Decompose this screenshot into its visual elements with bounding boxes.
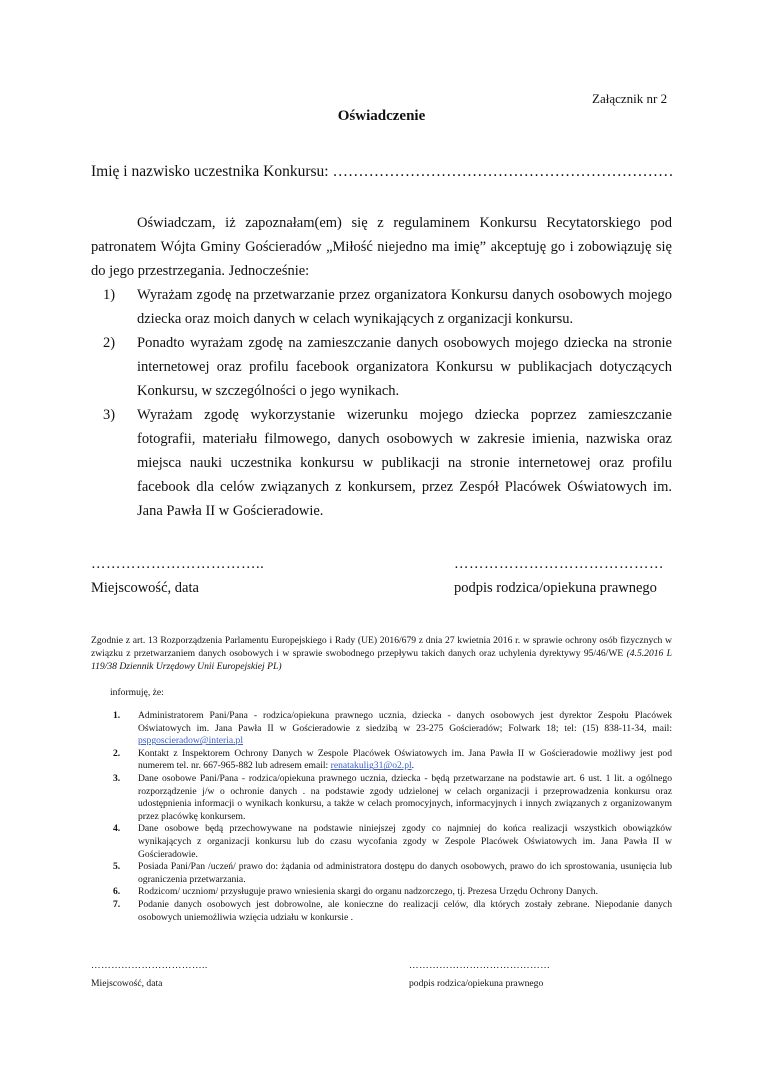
parent-signature-label: podpis rodzica/opiekuna prawnego	[454, 580, 657, 596]
info-text: Dane osobowe będą przechowywane na podstawie niniejszej zgody co najmniej do końca realizacji wszystkich obowiązków wynikających z organizacji konkursu lub do czasu wycofania zgody w Zespole Placówek Oświatowych im. Jana Pawła II w Gościeradowie.	[138, 823, 672, 860]
legal-basis-text: Zgodnie z art. 13 Rozporządzenia Parlamentu Europejskiego i Rady (UE) 2016/679 z dnia 27 kwietnia 2016 r. w sprawie ochrony osób fizycznych w związku z przetwarzaniem danych osobowych i w sprawie swobodnego przepływu takich danych oraz uchylenia dyrektywy 95/46/WE	[91, 635, 672, 659]
info-item	[113, 861, 672, 886]
consent-number: 3)	[103, 407, 116, 423]
administrator-email-link[interactable]: pspgoscieradow@interia.pl	[138, 735, 244, 747]
info-number: 3.	[113, 772, 121, 784]
info-item	[113, 886, 672, 899]
info-text: Posiada Pani/Pan /uczeń/ prawo do: żądania od administratora dostępu do danych osobowych, prawo do ich sprostowania, usunięcia lub ograniczenia przetwarzania.	[138, 861, 672, 885]
consent-item	[91, 331, 672, 403]
info-text: Rodzicom/ uczniom/ przysługuje prawo wniesienia skargi do organu nadzorczego, tj. Prezesa Urzędu Ochrony Danych.	[138, 886, 599, 898]
parent-signature-label-2: podpis rodzica/opiekuna prawnego	[409, 978, 544, 989]
info-text: Podanie danych osobowych jest dobrowolne, ale konieczne do realizacji celów, dla których zostały zebrane. Niepodanie danych osobowych uniemożliwia wzięcia udziału w konkursie .	[138, 898, 672, 923]
consent-list	[91, 283, 672, 523]
consent-text: Wyrażam zgodę wykorzystanie wizerunku mojego dziecka poprzez zamieszczanie fotografii, materiału filmowego, danych osobowych w zakresie imienia, nazwiska oraz miejsca nauki uczestnika konkursu w publikacji na stronie internetowej oraz profilu facebook dla celów związanych z konkursem, przez Zespół Placówek Oświatowych im. Jana Pawła II w Gościeradowie.	[137, 407, 672, 519]
declaration-body	[91, 211, 672, 523]
inform-label: informuję, że:	[110, 687, 164, 698]
dpo-email-link[interactable]: renatakulig31@o2.pl	[330, 760, 412, 772]
document-title: Oświadczenie	[337, 108, 426, 124]
gdpr-info-list	[113, 710, 672, 924]
place-date-dots: ……………………………..	[91, 556, 265, 572]
consent-number: 1)	[103, 287, 116, 303]
parent-signature-dots: ……………………………………	[454, 556, 664, 572]
consent-number: 2)	[103, 335, 116, 351]
place-date-label: Miejscowość, data	[91, 580, 199, 596]
consent-text: Wyrażam zgodę na przetwarzanie przez organizatora Konkursu danych osobowych mojego dziecka oraz moich danych w celach wynikających z organizacji konkursu.	[137, 287, 672, 327]
info-text: Kontakt z Inspektorem Ochrony Danych w Zespole Placówek Oświatowych im. Jana Pawła II w Gościeradowie możliwy jest pod numerem tel. nr. 667-965-882 lub adresem email:	[138, 747, 672, 772]
info-number: 7.	[113, 898, 121, 910]
info-number: 2.	[113, 747, 121, 759]
info-number: 6.	[113, 886, 121, 898]
info-number: 1.	[113, 710, 121, 721]
consent-item	[91, 283, 672, 331]
info-text: Administratorem Pani/Pana - rodzica/opiekuna prawnego ucznia, dziecka - danych osobowych jest dyrektor Zespołu Placówek Oświatowych im. Jana Pawła II w Gościeradowie z siedzibą w 23-275 Gościeradów; Folwark 18; tel: (15) 838-11-34, mail:	[138, 710, 672, 734]
consent-item	[91, 403, 672, 523]
place-date-dots-2: ……………………………..	[91, 960, 208, 971]
info-item	[113, 748, 672, 773]
info-text: Dane osobowe Pani/Pana - rodzica/opiekuna prawnego ucznia, dziecka - będą przetwarzane na podstawie art. 6 ust. 1 lit. a ogólnego rozporządzenie j/w o ochronie danych . na podstawie zgody udzielonej w celach organizacji i przeprowadzenia konkursu oraz udostępnienia informacji o wynikach konkursu, a także w celach promocyjnych, informacyjnych i innych związanych z organizowanym przez placówkę konkursem.	[138, 772, 672, 822]
parent-signature-dots-2: ……………………………………	[409, 960, 551, 971]
annex-label: Załącznik nr 2	[592, 91, 668, 106]
info-item	[113, 823, 672, 861]
gdpr-legal-basis	[91, 634, 672, 673]
info-number: 4.	[113, 823, 121, 835]
info-item	[113, 773, 672, 823]
consent-text: Ponadto wyrażam zgodę na zamieszczanie danych osobowych mojego dziecka na stronie internetowej oraz profilu facebook organizatora Konkursu w publikacjach dotyczących Konkursu, w szczególności o jego wynikach.	[137, 335, 672, 399]
info-text-after: .	[411, 760, 415, 772]
legal-citation: (4.5.2016 L 119/38 Dziennik Urzędowy Unii Europejskiej PL)	[91, 648, 672, 672]
info-item	[113, 899, 672, 924]
info-item	[113, 710, 672, 748]
intro-paragraph: Oświadczam, iż zapoznałam(em) się z regulaminem Konkursu Recytatorskiego pod patronatem Wójta Gminy Gościeradów „Miłość niejedno ma imię” akceptuję go i zobowiązuję się do jego przestrzegania. Jednocześnie:	[91, 215, 672, 279]
info-number: 5.	[113, 861, 121, 873]
place-date-label-2: Miejscowość, data	[91, 978, 163, 989]
participant-name-field: Imię i nazwisko uczestnika Konkursu: …………………………………………………………	[91, 163, 674, 180]
